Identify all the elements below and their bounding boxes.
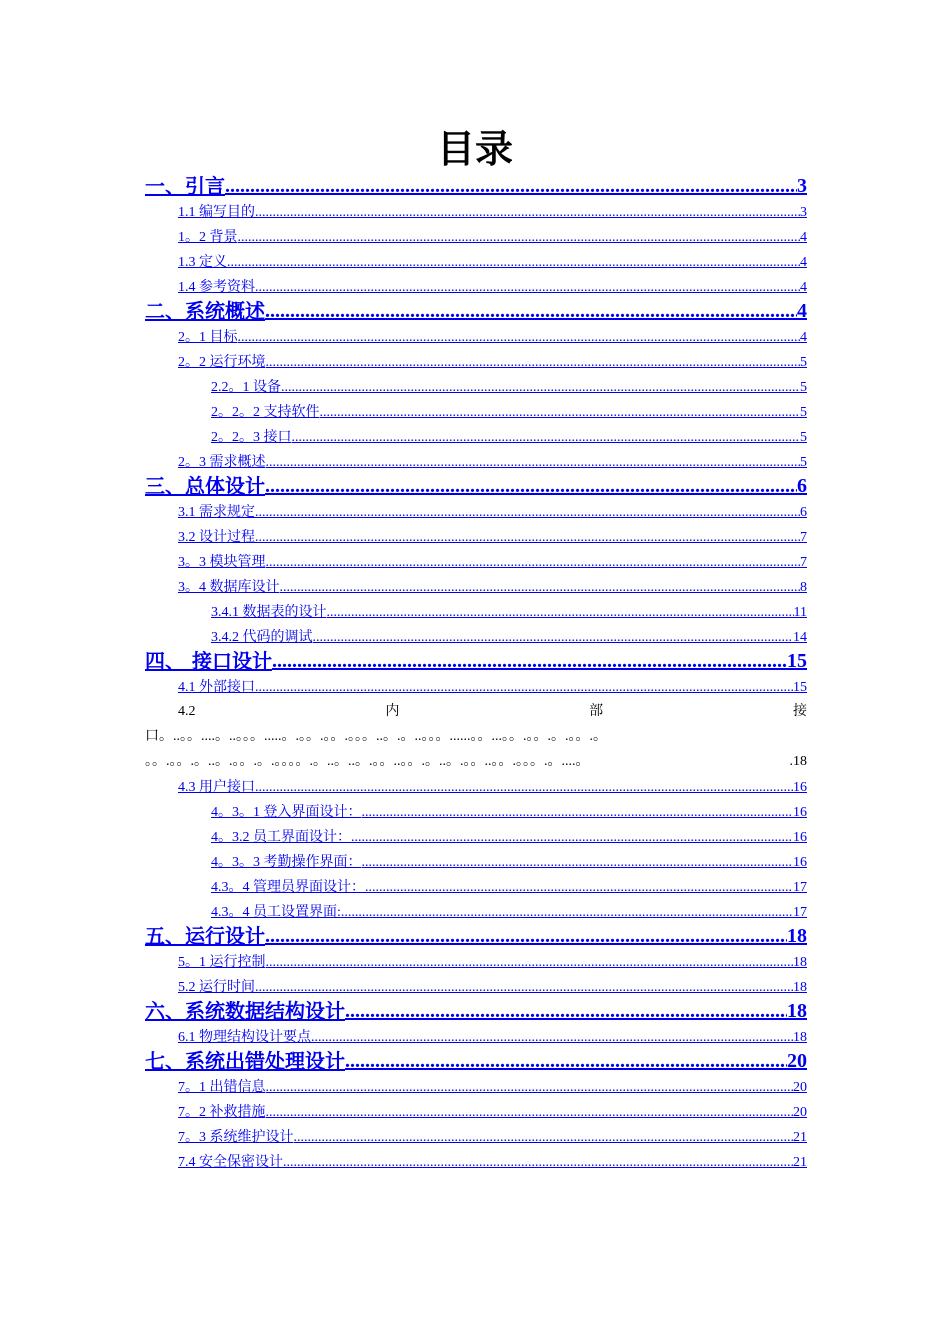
toc-entry-link[interactable] bbox=[145, 324, 807, 349]
toc-entry-link[interactable] bbox=[145, 574, 807, 599]
toc-entry-page: 6 bbox=[797, 475, 807, 497]
toc-entry-title: 2。2。3 接口 bbox=[211, 430, 292, 445]
toc-entry-title: 3.2 设计过程 bbox=[178, 530, 255, 545]
toc-entry-title: 1。2 背景 bbox=[178, 230, 238, 245]
toc-entry-page: 7 bbox=[800, 555, 807, 570]
toc-entry-title: 7。3 系统维护设计 bbox=[178, 1130, 294, 1145]
toc-leader-dots bbox=[255, 977, 793, 999]
toc-leader-dots bbox=[351, 827, 793, 849]
toc-entry-link[interactable] bbox=[145, 974, 807, 999]
toc-entry-title: 2。3 需求概述 bbox=[178, 455, 266, 470]
toc-entry-title: 四、 接口设计 bbox=[145, 649, 272, 673]
toc-entry-link[interactable] bbox=[145, 549, 807, 574]
toc-entry-title: 3。3 模块管理 bbox=[178, 555, 266, 570]
table-of-contents bbox=[145, 174, 807, 1174]
toc-entry-title: 3.1 需求规定 bbox=[178, 505, 255, 520]
toc-entry-title: 4.3 用户接口 bbox=[178, 780, 255, 795]
toc-entry-page: 18 bbox=[787, 1000, 807, 1022]
toc-leader-dots bbox=[266, 452, 801, 474]
toc-entry-title: 6.1 物理结构设计要点 bbox=[178, 1030, 311, 1045]
toc-entry-link[interactable] bbox=[145, 199, 807, 224]
toc-entry-link[interactable] bbox=[145, 1024, 807, 1049]
toc-entry-link[interactable] bbox=[145, 849, 807, 874]
toc-entry-link[interactable] bbox=[145, 374, 807, 399]
toc-section-b bbox=[145, 774, 807, 1174]
toc-entry-link[interactable] bbox=[145, 1149, 807, 1174]
toc-entry-link[interactable] bbox=[145, 474, 807, 499]
toc-leader-dots bbox=[266, 952, 794, 974]
toc-entry-page: 16 bbox=[793, 830, 807, 845]
toc-entry-link[interactable] bbox=[145, 924, 807, 949]
toc-entry-link[interactable] bbox=[145, 1049, 807, 1074]
toc-entry-broken-line1 bbox=[145, 699, 807, 724]
toc-leader-dots bbox=[255, 502, 800, 524]
toc-entry-link[interactable] bbox=[145, 524, 807, 549]
toc-entry-link[interactable] bbox=[145, 1124, 807, 1149]
toc-entry-title: 二、系统概述 bbox=[145, 299, 265, 323]
toc-entry-page: 4 bbox=[800, 330, 807, 345]
toc-entry-link[interactable] bbox=[145, 224, 807, 249]
toc-entry-title: 4.1 外部接口 bbox=[178, 680, 255, 695]
toc-entry-link[interactable] bbox=[145, 774, 807, 799]
toc-entry-title: 三、总体设计 bbox=[145, 474, 265, 498]
toc-entry-number: 4.2 bbox=[178, 704, 196, 719]
toc-entry-page: 4 bbox=[797, 300, 807, 322]
toc-entry-page: 18 bbox=[787, 925, 807, 947]
toc-leader-dots bbox=[238, 327, 801, 349]
toc-entry-page: 15 bbox=[787, 650, 807, 672]
toc-entry-title: 五、运行设计 bbox=[145, 924, 265, 948]
toc-leader-dots bbox=[362, 802, 794, 824]
toc-leader-dots bbox=[255, 202, 800, 224]
page-title: 目录 bbox=[436, 127, 513, 171]
toc-leader-dots bbox=[255, 677, 793, 699]
toc-entry-title: 4。3。3 考勤操作界面： bbox=[211, 855, 362, 870]
toc-entry-title: 4.3。4 管理员界面设计： bbox=[211, 880, 365, 895]
toc-entry-page: 6 bbox=[800, 505, 807, 520]
toc-entry-title: 2.2。1 设备 bbox=[211, 380, 281, 395]
toc-entry-page: 4 bbox=[800, 255, 807, 270]
toc-leader-dots bbox=[265, 924, 787, 949]
toc-entry-link[interactable] bbox=[145, 874, 807, 899]
toc-entry-page: 18 bbox=[793, 1030, 807, 1045]
toc-entry-link[interactable] bbox=[145, 299, 807, 324]
toc-leader-dots bbox=[266, 1102, 794, 1124]
toc-leader-dots bbox=[327, 602, 794, 624]
toc-entry-page: 20 bbox=[787, 1050, 807, 1072]
toc-leader-dots bbox=[266, 552, 801, 574]
toc-entry-page: 7 bbox=[800, 530, 807, 545]
toc-leader-dots bbox=[320, 402, 801, 424]
toc-leader-dots bbox=[238, 227, 801, 249]
toc-entry-title: 7。2 补救措施 bbox=[178, 1105, 266, 1120]
toc-entry-page: 4 bbox=[800, 280, 807, 295]
toc-entry-title: 7。1 出错信息 bbox=[178, 1080, 266, 1095]
toc-entry-link[interactable] bbox=[145, 599, 807, 624]
toc-entry-link[interactable] bbox=[145, 1099, 807, 1124]
toc-entry-page: 14 bbox=[793, 630, 807, 645]
toc-entry-title: 5。1 运行控制 bbox=[178, 955, 266, 970]
toc-entry-link[interactable] bbox=[145, 249, 807, 274]
toc-entry-page: 21 bbox=[793, 1130, 807, 1145]
toc-leader-dots bbox=[362, 852, 794, 874]
toc-leader-dots bbox=[225, 174, 797, 199]
toc-entry-page: 5 bbox=[800, 355, 807, 370]
toc-leader-dots bbox=[255, 777, 793, 799]
toc-entry-link[interactable] bbox=[145, 449, 807, 474]
toc-leader-dots bbox=[265, 299, 797, 324]
toc-leader-dots bbox=[313, 627, 794, 649]
toc-leader-dots bbox=[311, 1027, 793, 1049]
toc-entry-link[interactable] bbox=[145, 649, 807, 674]
toc-entry-page: 20 bbox=[793, 1105, 807, 1120]
toc-entry-link[interactable] bbox=[145, 799, 807, 824]
toc-entry-title: 3.4.1 数据表的设计 bbox=[211, 605, 327, 620]
toc-leader-dots bbox=[280, 577, 801, 599]
toc-entry-link[interactable] bbox=[145, 174, 807, 199]
toc-entry-page: 17 bbox=[793, 880, 807, 895]
toc-entry-title: 1.1 编写目的 bbox=[178, 205, 255, 220]
toc-entry-title: 5.2 运行时间 bbox=[178, 980, 255, 995]
toc-leader-dots bbox=[272, 649, 787, 674]
toc-entry-link[interactable] bbox=[145, 499, 807, 524]
toc-entry-link[interactable] bbox=[145, 424, 807, 449]
toc-entry-page: 16 bbox=[793, 805, 807, 820]
toc-entry-link[interactable] bbox=[145, 1074, 807, 1099]
toc-entry-page: 16 bbox=[793, 780, 807, 795]
toc-entry-title: 1.4 参考资料 bbox=[178, 280, 255, 295]
toc-leader-dots bbox=[266, 352, 801, 374]
toc-leader-dots bbox=[266, 1077, 794, 1099]
toc-entry-page: 5 bbox=[800, 405, 807, 420]
toc-entry-page: 5 bbox=[800, 380, 807, 395]
toc-entry-title: 2。2 运行环境 bbox=[178, 355, 266, 370]
toc-leader-dots bbox=[281, 377, 800, 399]
toc-leader-dots bbox=[345, 999, 787, 1024]
toc-entry-link[interactable] bbox=[145, 824, 807, 849]
toc-entry-char: 接 bbox=[792, 704, 807, 719]
toc-leader-dots bbox=[283, 1152, 793, 1174]
toc-entry-title: 2。2。2 支持软件 bbox=[211, 405, 320, 420]
toc-entry-page: 20 bbox=[793, 1080, 807, 1095]
toc-entry-page: 17 bbox=[793, 905, 807, 920]
toc-entry-link[interactable] bbox=[145, 999, 807, 1024]
toc-entry-page: 11 bbox=[793, 605, 807, 620]
toc-entry-title: 六、系统数据结构设计 bbox=[145, 999, 345, 1023]
toc-entry-title: 4.3。4 员工设置界面: bbox=[211, 905, 341, 920]
toc-entry-page: 8 bbox=[800, 580, 807, 595]
toc-entry-broken-line2: 口。..。。....。..。。。.....。.。。.。。.。。。..。.。..。。。......。。...。。.。。.。.。。.。 bbox=[145, 729, 607, 744]
toc-leader-dots bbox=[341, 902, 793, 924]
toc-entry-link[interactable] bbox=[145, 349, 807, 374]
toc-entry-title: 1.3 定义 bbox=[178, 255, 227, 270]
toc-entry-title: 4。3.2 员工界面设计： bbox=[211, 830, 351, 845]
toc-entry-title: 一、引言 bbox=[145, 174, 225, 198]
toc-entry-link[interactable] bbox=[145, 899, 807, 924]
toc-entry-page: 5 bbox=[800, 430, 807, 445]
toc-leader-dots bbox=[227, 252, 800, 274]
toc-entry-page: .18 bbox=[789, 754, 807, 769]
toc-entry-page: 18 bbox=[793, 955, 807, 970]
toc-entry-link[interactable] bbox=[145, 274, 807, 299]
toc-entry-title: 七、系统出错处理设计 bbox=[145, 1049, 345, 1073]
toc-leader-dots bbox=[255, 277, 800, 299]
toc-entry-title: 3。4 数据库设计 bbox=[178, 580, 280, 595]
toc-entry-char: 内 bbox=[385, 704, 400, 719]
toc-leader-dots bbox=[292, 427, 801, 449]
toc-entry-link[interactable] bbox=[145, 624, 807, 649]
toc-entry-page: 3 bbox=[800, 205, 807, 220]
toc-entry-broken-line3 bbox=[145, 749, 807, 774]
toc-entry-link[interactable] bbox=[145, 949, 807, 974]
toc-entry-link[interactable] bbox=[145, 399, 807, 424]
toc-entry-page: 18 bbox=[793, 980, 807, 995]
toc-entry-page: 4 bbox=[800, 230, 807, 245]
toc-entry-char: 部 bbox=[589, 704, 604, 719]
toc-entry-title: 3.4.2 代码的调试 bbox=[211, 630, 313, 645]
toc-leader-dots bbox=[365, 877, 793, 899]
toc-leader-dots bbox=[294, 1127, 794, 1149]
toc-entry-link[interactable] bbox=[145, 674, 807, 699]
toc-entry-page: 15 bbox=[793, 680, 807, 695]
toc-entry-title: 2。1 目标 bbox=[178, 330, 238, 345]
toc-entry-dots: 。。.。。.。..。.。。.。.。。。。.。..。..。.。。..。。.。..。.。。..。。.。。。.。....。 bbox=[145, 754, 590, 769]
toc-entry-title: 4。3。1 登入界面设计： bbox=[211, 805, 362, 820]
toc-entry-page: 21 bbox=[793, 1155, 807, 1170]
toc-leader-dots bbox=[265, 474, 797, 499]
toc-entry-page: 3 bbox=[797, 175, 807, 197]
toc-section-a bbox=[145, 174, 807, 699]
toc-leader-dots bbox=[255, 527, 800, 549]
toc-leader-dots bbox=[345, 1049, 787, 1074]
toc-entry-page: 5 bbox=[800, 455, 807, 470]
toc-entry-title: 7.4 安全保密设计 bbox=[178, 1155, 283, 1170]
toc-entry-page: 16 bbox=[793, 855, 807, 870]
